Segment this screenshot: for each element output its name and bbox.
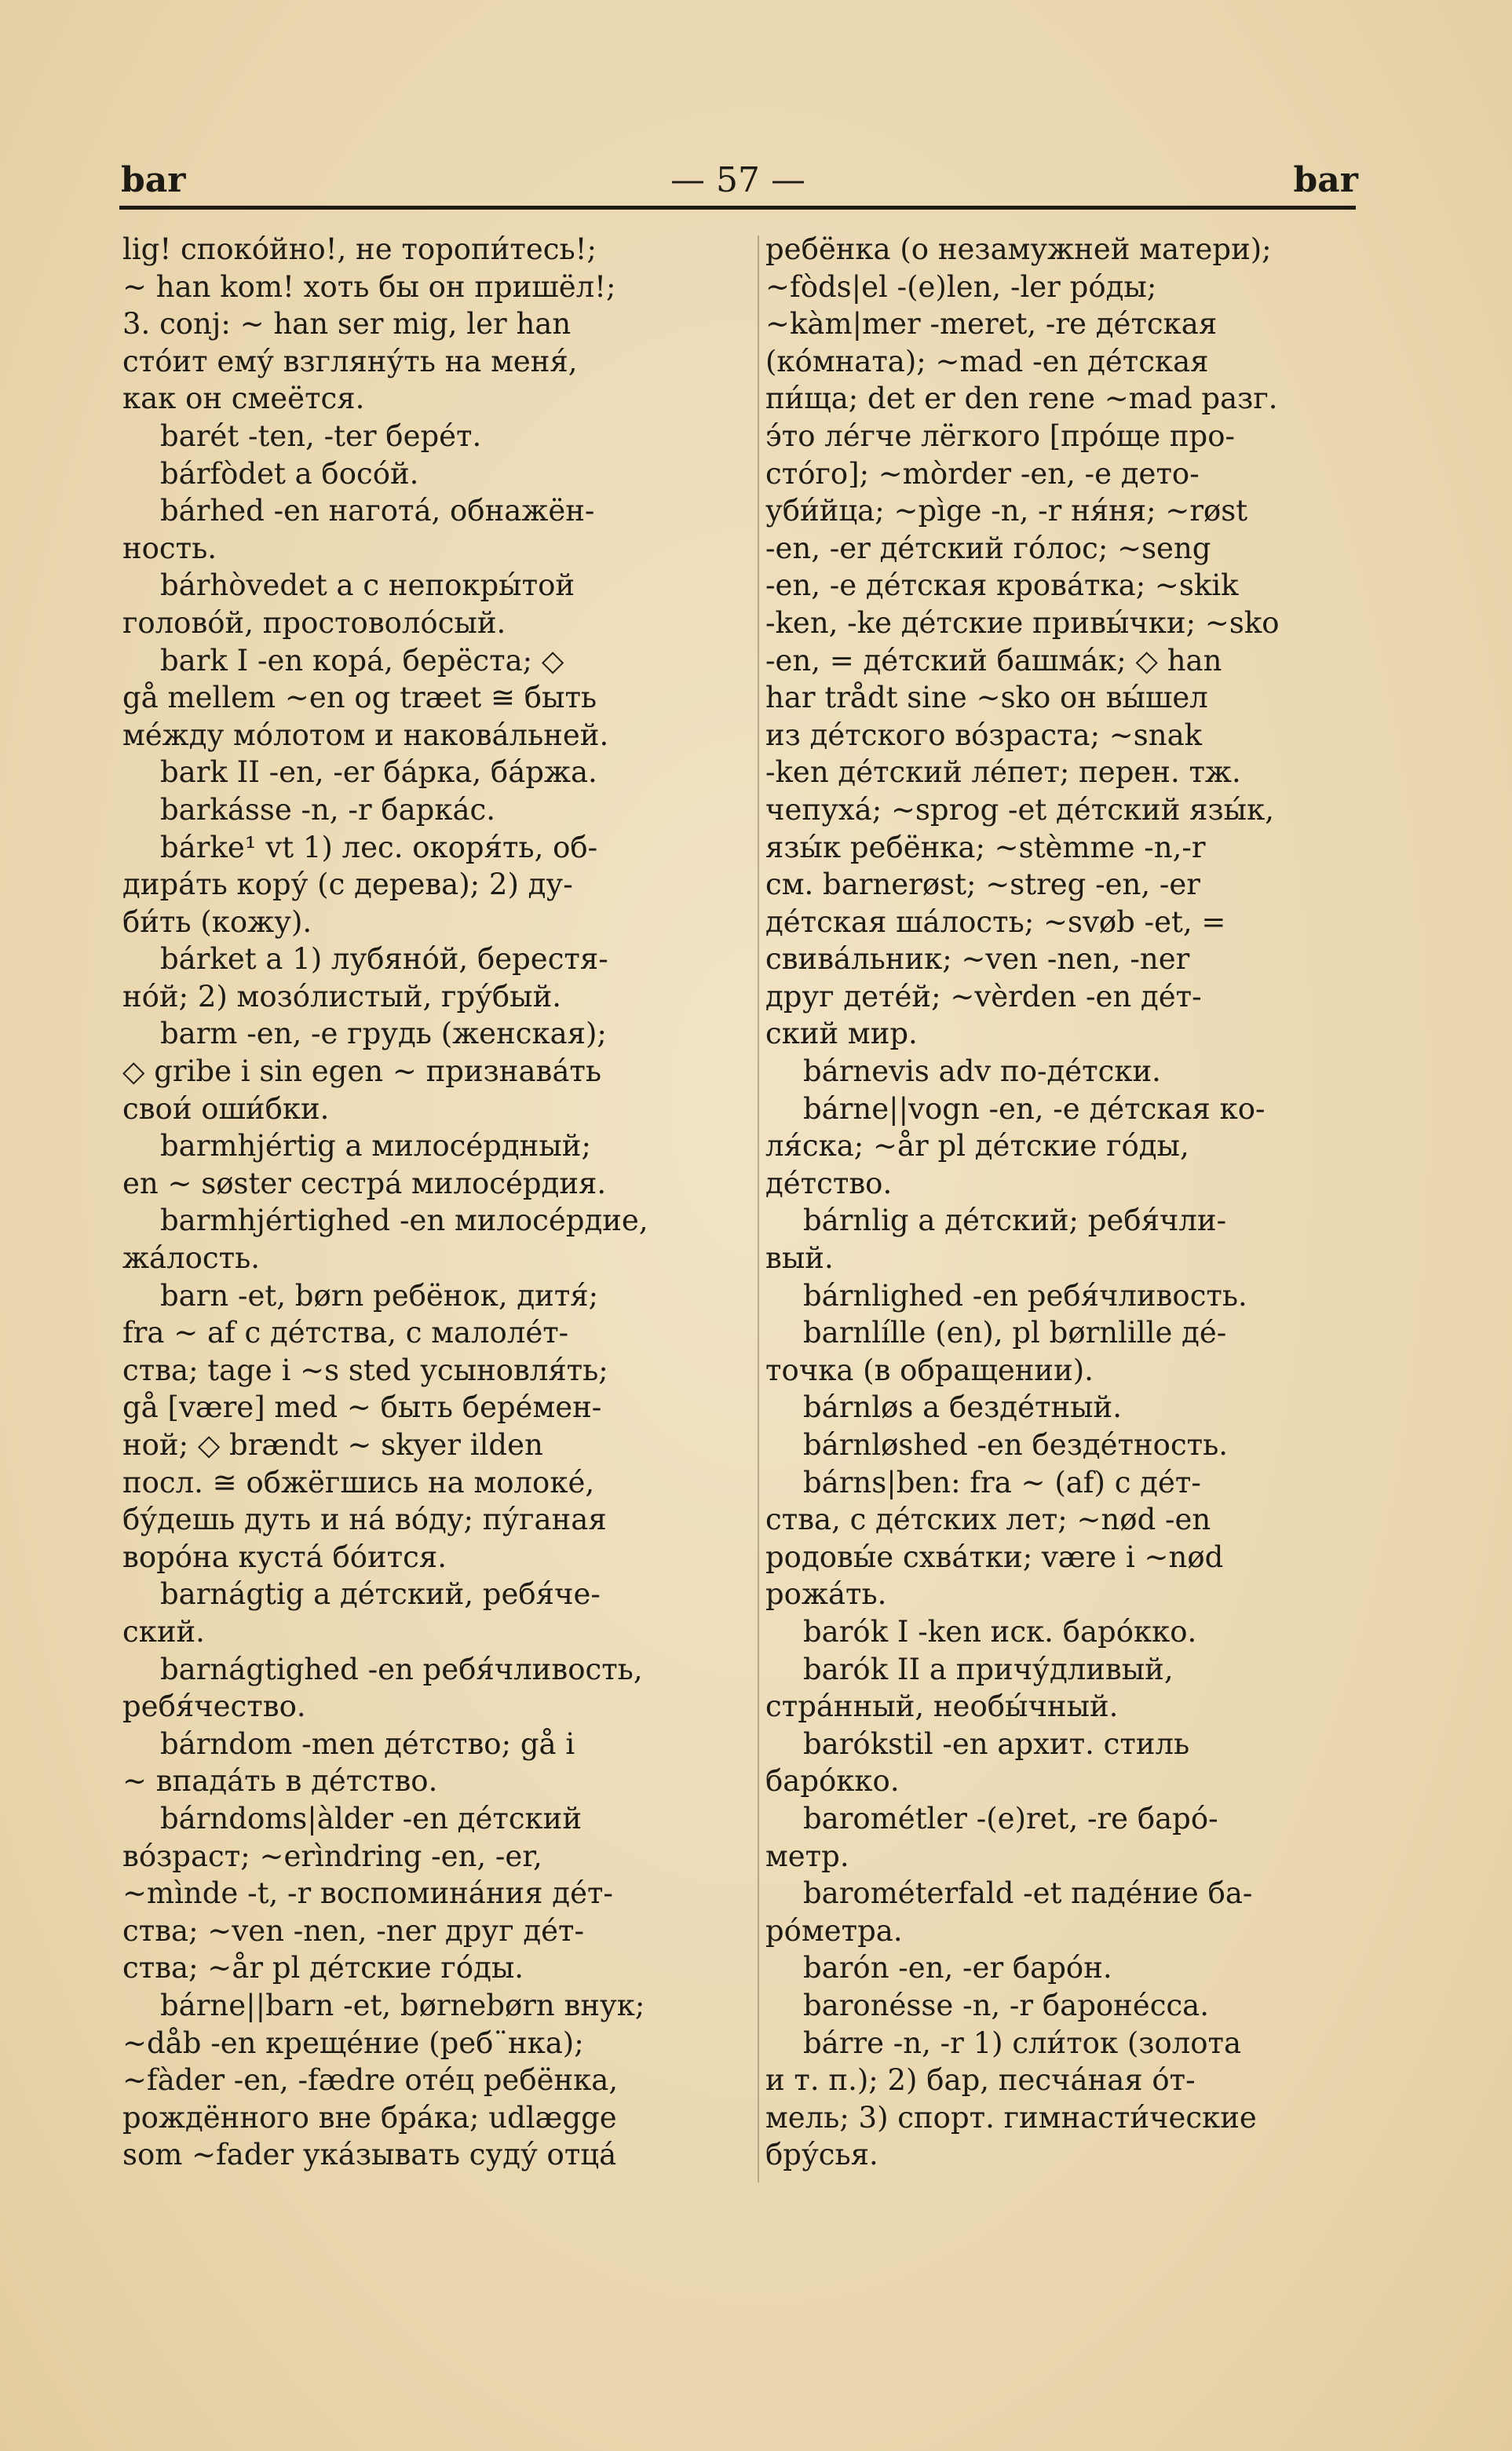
dictionary-line: -en, = де́тский башма́к; ◇ han bbox=[765, 643, 1222, 678]
dictionary-line: друг дете́й; ~vèrden -en де́т- bbox=[765, 979, 1202, 1014]
dictionary-line: barók I -ken иск. баро́кко. bbox=[803, 1614, 1197, 1649]
dictionary-line: -ken де́тский ле́пет; перен. тж. bbox=[765, 755, 1241, 790]
dictionary-line: уби́йца; ~pìge -n, -r ня́ня; ~røst bbox=[765, 494, 1248, 528]
dictionary-line: язы́к ребёнка; ~stèmme -n,-r bbox=[765, 830, 1206, 864]
dictionary-line: дира́ть кору́ (с дерева); 2) ду- bbox=[122, 868, 573, 902]
guide-word-left: bar bbox=[121, 160, 186, 200]
dictionary-line: bárnlig a де́тский; ребя́чли- bbox=[803, 1204, 1227, 1238]
dictionary-line: ~fòds|el -(e)len, -ler ро́ды; bbox=[765, 269, 1157, 304]
dictionary-line: рождённого вне бра́ка; udlægge bbox=[122, 2100, 617, 2135]
dictionary-line: bárns|ben: fra ~ (af) с де́т- bbox=[803, 1465, 1201, 1499]
page-number: — 57 — bbox=[670, 160, 805, 200]
dictionary-line: barókstil -en архит. стиль bbox=[803, 1726, 1190, 1761]
dictionary-line: как он смеётся. bbox=[122, 382, 365, 416]
dictionary-line: bárndom -men де́тство; gå i bbox=[160, 1726, 575, 1761]
column-divider bbox=[758, 236, 759, 2183]
dictionary-line: bárre -n, -r 1) сли́ток (золота bbox=[803, 2025, 1242, 2060]
dictionary-line: свива́льник; ~ven -nen, -ner bbox=[765, 942, 1190, 977]
dictionary-line: bárfòdet a босо́й. bbox=[160, 456, 419, 491]
dictionary-line: ства; tage i ~s sted усыновля́ть; bbox=[122, 1353, 608, 1387]
dictionary-line: ме́жду мо́лотом и накова́льней. bbox=[122, 718, 609, 752]
dictionary-line: ~ han kom! хоть бы он пришёл!; bbox=[122, 269, 616, 304]
dictionary-line: свои́ оши́бки. bbox=[122, 1091, 330, 1126]
dictionary-line: стра́нный, необы́чный. bbox=[765, 1689, 1119, 1724]
running-head bbox=[118, 157, 1358, 204]
dictionary-line: мель; 3) спорт. гимнасти́ческие bbox=[765, 2100, 1257, 2135]
dictionary-line: см. barnerøst; ~streg -en, -er bbox=[765, 868, 1200, 902]
dictionary-line: -en, -e де́тская крова́тка; ~skik bbox=[765, 568, 1239, 603]
dictionary-line: bark I -en кора́, берёста; ◇ bbox=[160, 643, 564, 678]
dictionary-line: barkásse -n, -r барка́с. bbox=[160, 792, 496, 827]
dictionary-line: сто́го]; ~mòrder -en, -e дето- bbox=[765, 456, 1200, 491]
dictionary-line: bárnløs a безде́тный. bbox=[803, 1390, 1122, 1425]
dictionary-line: barométler -(e)ret, -re баро́- bbox=[803, 1801, 1218, 1836]
dictionary-line: бру́сья. bbox=[765, 2138, 878, 2172]
dictionary-line: ~ впада́ть в де́тство. bbox=[122, 1764, 438, 1799]
dictionary-line: bárhed -en нагота́, обнажён- bbox=[160, 494, 595, 528]
right-column bbox=[765, 231, 1354, 2193]
dictionary-line: из де́тского во́зраста; ~snak bbox=[765, 718, 1203, 752]
dictionary-line: barnágtighed -en ребя́чливость, bbox=[160, 1652, 643, 1686]
dictionary-line: де́тство. bbox=[765, 1166, 893, 1200]
dictionary-line: bárne||barn -et, børnebørn внук; bbox=[160, 1988, 645, 2022]
dictionary-line: баро́кко. bbox=[765, 1764, 900, 1799]
dictionary-line: чепуха́; ~sprog -et де́тский язы́к, bbox=[765, 792, 1274, 827]
dictionary-line: gå mellem ~en og træet ≅ быть bbox=[122, 681, 597, 715]
dictionary-line: ~dåb -en креще́ние (реб¨нка); bbox=[122, 2025, 584, 2060]
dictionary-line: barmhjértighed -en милосе́рдие, bbox=[160, 1204, 648, 1238]
dictionary-line: ства, с де́тских лет; ~nød -en bbox=[765, 1503, 1211, 1537]
dictionary-line: 3. conj: ~ han ser mig, ler han bbox=[122, 307, 572, 342]
dictionary-line: воро́на куста́ бо́ится. bbox=[122, 1540, 447, 1574]
dictionary-line: посл. ≅ обжёгшись на молоке́, bbox=[122, 1465, 595, 1499]
dictionary-line: бу́дешь дуть и на́ во́ду; пу́ганая bbox=[122, 1503, 607, 1537]
dictionary-line: де́тская ша́лость; ~svøb -et, = bbox=[765, 904, 1226, 939]
dictionary-line: barn -et, børn ребёнок, дитя́; bbox=[160, 1278, 599, 1313]
dictionary-line: би́ть (кожу). bbox=[122, 904, 312, 939]
dictionary-line: ◇ gribe i sin egen ~ признава́ть bbox=[122, 1054, 602, 1089]
dictionary-line: но́й; 2) мозо́листый, гру́бый. bbox=[122, 979, 562, 1014]
header-rule bbox=[119, 206, 1356, 210]
dictionary-line: метр. bbox=[765, 1839, 849, 1873]
dictionary-line: bark II -en, -er ба́рка, ба́ржа. bbox=[160, 755, 597, 790]
dictionary-line: barmhjértig a милосе́рдный; bbox=[160, 1129, 591, 1163]
dictionary-line: bárhòvedet a с непокры́той bbox=[160, 568, 575, 603]
dictionary-line: barók II a причу́дливый, bbox=[803, 1652, 1174, 1686]
dictionary-line: som ~fader ука́зывать суду́ отца́ bbox=[122, 2138, 617, 2172]
dictionary-line: bárne||vogn -en, -e де́тская ко- bbox=[803, 1091, 1265, 1126]
dictionary-line: baronésse -n, -r бароне́сса. bbox=[803, 1988, 1209, 2022]
dictionary-line: har trådt sine ~sko он вы́шел bbox=[765, 681, 1208, 715]
dictionary-line: жа́лость. bbox=[122, 1241, 260, 1276]
left-column bbox=[122, 231, 751, 2193]
dictionary-line: родовы́е схва́тки; være i ~nød bbox=[765, 1540, 1224, 1574]
dictionary-line: bárnevis adv по-де́тски. bbox=[803, 1054, 1161, 1089]
dictionary-line: рожа́ть. bbox=[765, 1577, 887, 1612]
dictionary-line: сто́ит ему́ взгляну́ть на меня́, bbox=[122, 344, 578, 378]
dictionary-line: ной; ◇ brændt ~ skyer ilden bbox=[122, 1428, 543, 1462]
dictionary-line: ро́метра. bbox=[765, 1913, 903, 1948]
dictionary-line: ~kàm|mer -meret, -re де́тская bbox=[765, 307, 1218, 342]
dictionary-line: ский мир. bbox=[765, 1017, 918, 1051]
dictionary-line: ства; ~ven -nen, -ner друг де́т- bbox=[122, 1913, 584, 1948]
dictionary-line: ребёнка (о незамужней матери); bbox=[765, 232, 1272, 266]
dictionary-line: ля́ска; ~år pl де́тские го́ды, bbox=[765, 1129, 1189, 1163]
dictionary-line: bárnløshed -en безде́тность. bbox=[803, 1428, 1229, 1462]
dictionary-line: голово́й, простоволо́сый. bbox=[122, 605, 506, 640]
dictionary-line: lig! споко́йно!, не торопи́тесь!; bbox=[122, 232, 597, 266]
dictionary-line: en ~ søster сестра́ милосе́рдия. bbox=[122, 1166, 607, 1200]
dictionary-line: ребя́чество. bbox=[122, 1689, 306, 1724]
dictionary-line: э́то ле́гче лёгкого [про́ще про- bbox=[765, 418, 1235, 453]
dictionary-line: -en, -er де́тский го́лос; ~seng bbox=[765, 531, 1211, 565]
dictionary-line: barométerfald -et паде́ние ба- bbox=[803, 1876, 1253, 1911]
dictionary-line: ства; ~år pl де́тские го́ды. bbox=[122, 1951, 524, 1985]
dictionary-line: ский. bbox=[122, 1614, 205, 1649]
dictionary-line: вый. bbox=[765, 1241, 834, 1276]
dictionary-line: bárnlighed -en ребя́чливость. bbox=[803, 1278, 1247, 1313]
dictionary-line: ~mìnde -t, -r воспомина́ния де́т- bbox=[122, 1876, 613, 1911]
dictionary-line: пи́ща; det er den rene ~mad разг. bbox=[765, 382, 1278, 416]
dictionary-line: bárndoms|àlder -en де́тский bbox=[160, 1801, 582, 1836]
dictionary-line: barnlílle (en), pl børnlille де́- bbox=[803, 1316, 1227, 1350]
dictionary-line: во́зраст; ~erìndring -en, -er, bbox=[122, 1839, 542, 1873]
guide-word-right: bar bbox=[1293, 160, 1358, 200]
dictionary-line: точка (в обращении). bbox=[765, 1353, 1094, 1387]
dictionary-line: barnágtig a де́тский, ребя́че- bbox=[160, 1577, 601, 1612]
dictionary-line: -ken, -ke де́тские привы́чки; ~sko bbox=[765, 605, 1280, 640]
dictionary-line: barét -ten, -ter берéт. bbox=[160, 418, 482, 453]
dictionary-line: fra ~ af с де́тства, с малоле́т- bbox=[122, 1316, 569, 1350]
dictionary-line: ность. bbox=[122, 531, 217, 565]
dictionary-line: (ко́мната); ~mad -en де́тская bbox=[765, 344, 1209, 378]
dictionary-line: и т. п.); 2) бар, песча́ная о́т- bbox=[765, 2063, 1196, 2098]
dictionary-line: bárket a 1) лубяно́й, берестя- bbox=[160, 942, 608, 977]
dictionary-line: barm -en, -e грудь (женская); bbox=[160, 1017, 607, 1051]
dictionary-line: gå [være] med ~ быть бере́мен- bbox=[122, 1390, 602, 1425]
dictionary-line: barón -en, -er баро́н. bbox=[803, 1951, 1112, 1985]
dictionary-line: bárke¹ vt 1) лес. окоря́ть, об- bbox=[160, 830, 598, 864]
dictionary-line: ~fàder -en, -fædre оте́ц ребёнка, bbox=[122, 2063, 619, 2098]
